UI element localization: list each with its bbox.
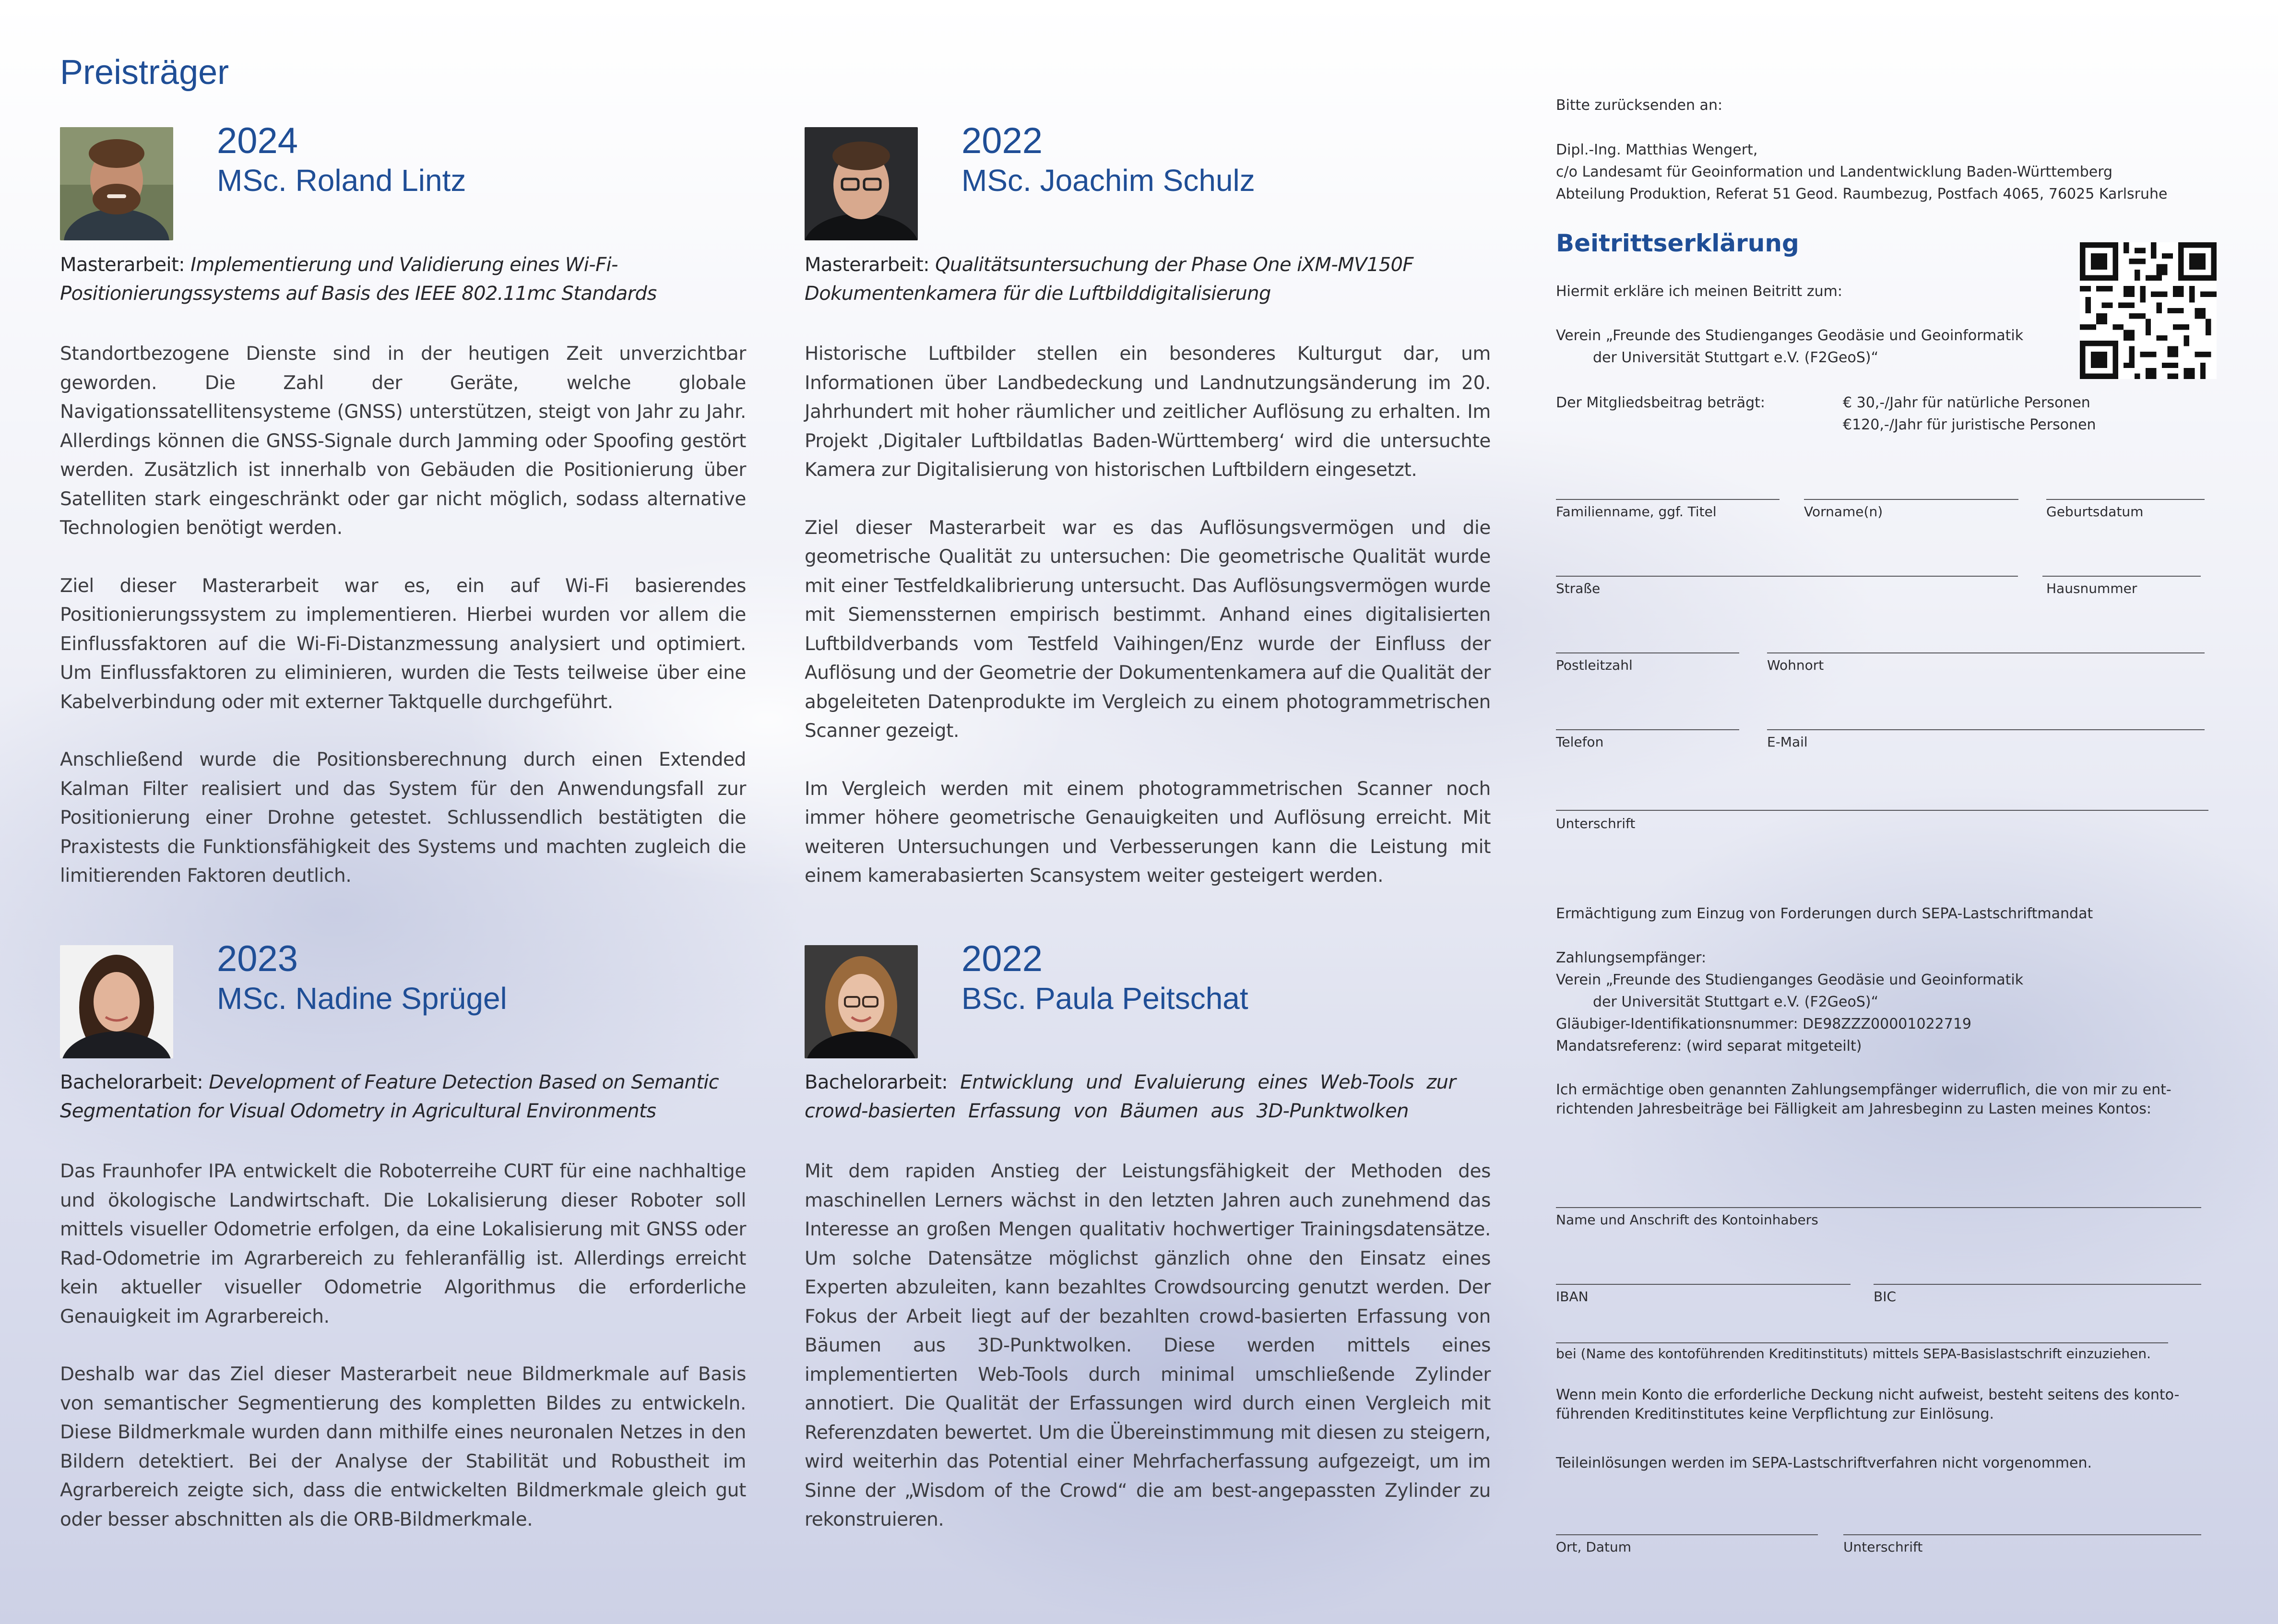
- winner-year: 2022: [961, 120, 1043, 161]
- account-holder-field[interactable]: [1556, 1207, 2201, 1208]
- portrait-paula-peitschat: [805, 945, 918, 1058]
- portrait-nadine-spruegel: [60, 945, 173, 1058]
- thesis-title: Entwicklung und Evaluierung eines Web-Tools zur crowd-basierten Erfassung von Bäumen aus 3D-Punktwolken: [805, 1071, 1456, 1122]
- sepa-recipient-label: Zahlungsempfänger:: [1556, 949, 1707, 966]
- thesis-title: Development of Feature Detection Based on Semantic Segmentation for Visual Odometry in Agricultural Environments: [60, 1071, 719, 1122]
- verein-name-cont: der Universität Stuttgart e.V. (F2GeoS)“: [1593, 349, 1879, 366]
- thesis-type: Bachelorarbeit:: [805, 1071, 948, 1093]
- postleitzahl-field[interactable]: [1556, 652, 1739, 653]
- winner-year: 2024: [217, 120, 298, 161]
- thesis-title: Qualitätsuntersuchung der Phase One iXM-MV150F Dokumentenkamera für die Luftbilddigitalisierung: [805, 254, 1413, 305]
- account-holder-label: Name und Anschrift des Kontoinhabers: [1556, 1212, 1818, 1228]
- thesis-type: Masterarbeit:: [805, 254, 930, 276]
- winner-name: MSc. Nadine Sprügel: [217, 981, 507, 1016]
- thesis-type: Masterarbeit:: [60, 254, 185, 276]
- signature-label: Unterschrift: [1556, 816, 1636, 831]
- bank-note: bei (Name des kontoführenden Kreditinstituts) mittels SEPA-Basislastschrift einzuziehen.: [1556, 1346, 2151, 1362]
- telefon-field[interactable]: [1556, 729, 1739, 730]
- abstract: [60, 1157, 746, 1534]
- winner-name: MSc. Roland Lintz: [217, 163, 466, 198]
- abstract: [60, 340, 746, 891]
- wohnort-label: Wohnort: [1767, 657, 1824, 673]
- thesis-heading: [60, 250, 746, 308]
- email-label: E-Mail: [1767, 734, 1808, 750]
- return-label: Bitte zurücksenden an:: [1556, 97, 1723, 114]
- sepa-heading: Ermächtigung zum Einzug von Forderungen durch SEPA-Lastschriftmandat: [1556, 905, 2093, 922]
- signature-field[interactable]: [1556, 810, 2208, 811]
- fee-label: Der Mitgliedsbeitrag beträgt:: [1556, 394, 1766, 411]
- authorization-line: richtenden Jahresbeiträge bei Fälligkeit am Jahresbeginn zu Lasten meines Kontos:: [1556, 1101, 2151, 1117]
- thesis-heading: [805, 1068, 1491, 1126]
- thesis-heading: [60, 1068, 746, 1126]
- abstract-paragraph: Historische Luftbilder stellen ein besonderes Kulturgut dar, um Informationen über Landbedeckung und Landnutzungsänderung im 20. Jahrhundert mit hoher räumlicher und zeitlicher Auflösung zu erhalten. Im Projekt ‚Digitaler Luftbildatlas Baden-Württemberg‘ wird die untersuchte Kamera zur Digitalisierung von historischen Luftbildern eingesetzt.: [805, 343, 1491, 481]
- winner-name: MSc. Joachim Schulz: [961, 163, 1255, 198]
- thesis-type: Bachelorarbeit:: [60, 1071, 203, 1093]
- sepa-verein-name-cont: der Universität Stuttgart e.V. (F2GeoS)“: [1593, 994, 1879, 1010]
- strasse-field[interactable]: [1556, 576, 2018, 577]
- fee-natural: € 30,-/Jahr für natürliche Personen: [1843, 394, 2090, 411]
- portrait-joachim-schulz: [805, 127, 918, 240]
- abstract-paragraph: Anschließend wurde die Positionsberechnung durch einen Extended Kalman Filter realisiert und das System für den Anwendungsfall zur Positionierung einer Drohne getestet. Schlussendlich bestätigten die Praxistests die Funktionsfähigkeit des Systems und machten zugleich die limitierenden Faktoren deutlich.: [60, 749, 746, 887]
- winner-name: BSc. Paula Peitschat: [961, 981, 1248, 1016]
- authorization-text: [1556, 1080, 2171, 1119]
- place-date-label: Ort, Datum: [1556, 1539, 1632, 1555]
- authorization-line: Ich ermächtige oben genannten Zahlungsempfänger widerruflich, die von mir zu ent-: [1556, 1081, 2171, 1098]
- abstract-paragraph: Das Fraunhofer IPA entwickelt die Roboterreihe CURT für eine nachhaltige und ökologische Landwirtschaft. Die Lokalisierung dieser Roboter soll mittels visueller Odometrie erfolgen, da eine Lokalisierung mit GNSS oder Rad-Odometrie im Agrarbereich zu fehleranfällig ist. Allerdings erreicht kein aktueller visueller Odometrie Algorithmus die erforderliche Genauigkeit im Agrarbereich.: [60, 1161, 746, 1328]
- abstract-paragraph: Deshalb war das Ziel dieser Masterarbeit neue Bildmerkmale auf Basis von semantischer Segmentierung des kompletten Bildes zu entwickeln. Diese Bildmerkmale wurden dann mithilfe eines neuronalen Netzes in den Bildern detektiert. Bei der Analyse der Stabilität und Robustheit im Agrarbereich zeigte sich, dass die entwickelten Bildmerkmale gleich gut oder besser abschnitten als die ORB-Bildmerkmale.: [60, 1363, 746, 1530]
- abstract: [805, 1157, 1491, 1535]
- abstract-paragraph: Ziel dieser Masterarbeit war es, ein auf Wi-Fi basierendes Positionierungssystem zu implementieren. Hierbei wurden vor allem die Einflussfaktoren auf die Wi-Fi-Distanzmessung analysiert und optimiert. Um Einflussfaktoren zu eliminieren, wurden die Tests teilweise über eine Kabelverbindung oder mit externer Taktquelle durchgeführt.: [60, 575, 746, 713]
- fee-legal: €120,-/Jahr für juristische Personen: [1843, 416, 2096, 433]
- vorname-label: Vorname(n): [1804, 504, 1883, 520]
- place-date-field[interactable]: [1556, 1534, 1818, 1535]
- iban-label: IBAN: [1556, 1289, 1589, 1304]
- email-field[interactable]: [1767, 729, 2205, 730]
- abstract-paragraph: Mit dem rapiden Anstieg der Leistungsfähigkeit der Methoden des maschinellen Lerners wächst in den letzten Jahren auch zunehmend das Interesse an großen Mengen qualitativ hochwertiger Trainingsdatensätze. Um solche Datensätze möglichst gänzlich ohne den Einsatz eines Experten abzuleiten, kann bezahltes Crowdsourcing genutzt werden. Der Fokus der Arbeit liegt auf der bezahlten crowd-basierten Erfassung von Bäumen aus 3D-Punktwolken. Diese werden mittels eines implementierten Web-Tools durch minimal umschließende Zylinder annotiert. Die Qualität der Erfassungen wird durch einen Vergleich mit Referenzdaten bewertet. Um die Übereinstimmung mit diesen zu steigern, wird weiterhin das Potential einer Mehrfacherfassung aufgezeigt, um im Sinne der „Wisdom of the Crowd“ die am best-angepassten Zylinder zu rekonstruieren.: [805, 1161, 1491, 1530]
- address-line: Dipl.-Ing. Matthias Wengert,: [1556, 142, 1758, 158]
- qr-code: [2080, 242, 2217, 379]
- return-address: [1556, 139, 2167, 205]
- hausnummer-field[interactable]: [2042, 576, 2201, 577]
- form-title: Beitrittserklärung: [1556, 229, 1799, 257]
- portrait-roland-lintz: [60, 127, 173, 240]
- familienname-field[interactable]: [1556, 499, 1780, 500]
- coverage-line: führenden Kreditinstitutes keine Verpflichtung zur Einlösung.: [1556, 1406, 1994, 1422]
- address-line: c/o Landesamt für Geoinformation und Landentwicklung Baden-Württemberg: [1556, 164, 2113, 180]
- hausnummer-label: Hausnummer: [2046, 581, 2137, 596]
- abstract-paragraph: Ziel dieser Masterarbeit war es das Auflösungsvermögen und die geometrische Qualität zu untersuchen: Die geometrische Qualität wurde mit einer Testfeldkalibrierung untersucht. Das Auflösungsvermögen wurde mit Siemenssternen empirisch bestimmt. Anhand eines digitalisierten Luftbildverbands vom Testfeld Vaihingen/Enz wurde der Einfluss der Auflösung und der Geometrie der Dokumentenkamera auf die Qualität der abgeleiteten Datenprodukte im Vergleich zu einem photogrammetrischen Scanner gezeigt.: [805, 517, 1491, 742]
- telefon-label: Telefon: [1556, 734, 1604, 750]
- abstract-paragraph: Standortbezogene Dienste sind in der heutigen Zeit unverzichtbar geworden. Die Zahl der Geräte, welche globale Navigationssatellitensysteme (GNSS) unterstützen, steigt von Jahr zu Jahr. Allerdings können die GNSS-Signale durch Jamming oder Spoofing gestört werden. Zusätzlich ist innerhalb von Gebäuden die Positionierung über Satelliten stark eingeschränkt oder gar nicht möglich, sodass alternative Technologien benötigt werden.: [60, 343, 746, 539]
- thesis-heading: [805, 250, 1491, 308]
- familienname-label: Familienname, ggf. Titel: [1556, 504, 1717, 520]
- bic-field[interactable]: [1874, 1284, 2201, 1285]
- coverage-text: [1556, 1386, 2179, 1424]
- sepa-verein-name: Verein „Freunde des Studienganges Geodäsie und Geoinformatik: [1556, 972, 2024, 988]
- postleitzahl-label: Postleitzahl: [1556, 657, 1633, 673]
- iban-field[interactable]: [1556, 1284, 1851, 1285]
- geburtsdatum-field[interactable]: [2046, 499, 2205, 500]
- abstract: [805, 340, 1491, 891]
- page-title: Preisträger: [60, 53, 229, 92]
- sepa-signature-field[interactable]: [1843, 1534, 2201, 1535]
- bic-label: BIC: [1874, 1289, 1897, 1304]
- strasse-label: Straße: [1556, 581, 1601, 596]
- abstract-paragraph: Im Vergleich werden mit einem photogrammetrischen Scanner noch immer höhere geometrische Genauigkeiten und Auflösung erreicht. Mit weiteren Untersuchungen und Verbesserungen kann die Leistung mit einem kamerabasierten Scansystem weiter gesteigert werden.: [805, 778, 1491, 887]
- verein-name: Verein „Freunde des Studienganges Geodäsie und Geoinformatik: [1556, 327, 2024, 344]
- creditor-id: Gläubiger-Identifikationsnummer: DE98ZZZ00001022719: [1556, 1016, 1972, 1032]
- partial-payment-note: Teileinlösungen werden im SEPA-Lastschriftverfahren nicht vorgenommen.: [1556, 1455, 2092, 1471]
- intro-text: Hiermit erkläre ich meinen Beitritt zum:: [1556, 283, 1842, 300]
- vorname-field[interactable]: [1804, 499, 2018, 500]
- coverage-line: Wenn mein Konto die erforderliche Deckung nicht aufweist, besteht seitens des konto-: [1556, 1387, 2180, 1403]
- sepa-signature-label: Unterschrift: [1843, 1539, 1923, 1555]
- wohnort-field[interactable]: [1767, 652, 2205, 653]
- winner-year: 2022: [961, 938, 1043, 979]
- bank-name-field[interactable]: [1556, 1342, 2168, 1343]
- address-line: Abteilung Produktion, Referat 51 Geod. Raumbezug, Postfach 4065, 76025 Karlsruhe: [1556, 186, 2168, 202]
- geburtsdatum-label: Geburtsdatum: [2046, 504, 2144, 520]
- winner-year: 2023: [217, 938, 298, 979]
- mandate-reference: Mandatsreferenz: (wird separat mitgeteilt): [1556, 1038, 1862, 1055]
- thesis-title: Implementierung und Validierung eines Wi-Fi-Positionierungssystems auf Basis des IEEE 802.11mc Standards: [60, 254, 657, 305]
